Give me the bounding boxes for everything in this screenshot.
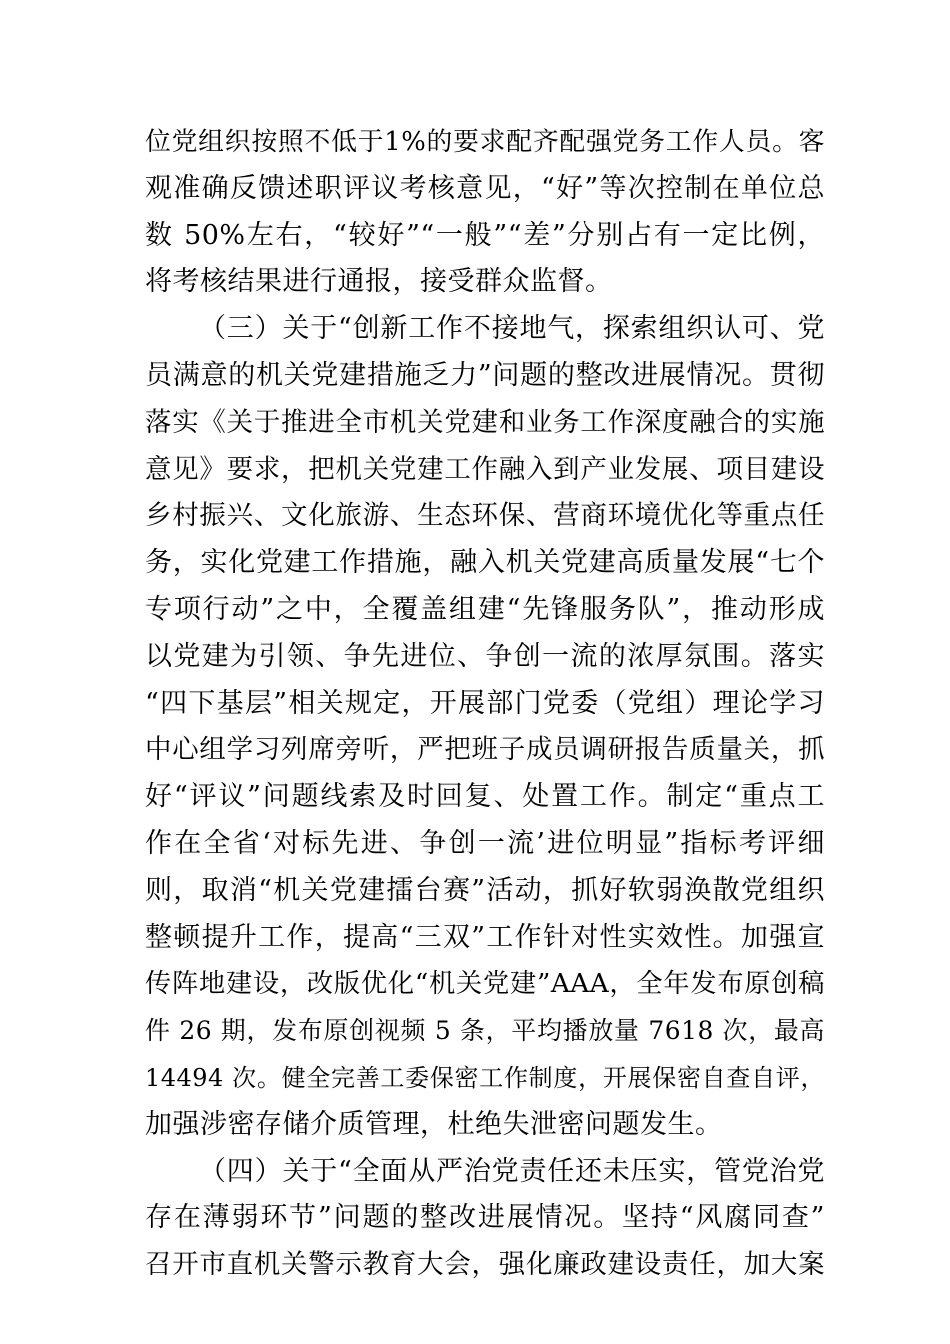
text-line: 中心组学习列席旁听，严把班子成员调研报告质量关，抓 bbox=[145, 734, 825, 766]
text-line: 位党组织按照不低于1%的要求配齐配强党务工作人员。客 bbox=[145, 127, 825, 157]
text-line: 数 50%左右，“较好”“一般”“差”分别占有一定比例， bbox=[145, 219, 825, 251]
document-body bbox=[145, 119, 825, 1289]
text-line: 将考核结果进行通报，接受群众监督。 bbox=[145, 266, 613, 298]
text-line: 意见》要求，把机关党建工作融入到产业发展、项目建设 bbox=[145, 453, 825, 485]
text-line: 员满意的机关党建措施乏力”问题的整改进展情况。贯彻 bbox=[145, 359, 825, 391]
text-line: 务，实化党建工作措施，融入机关党建高质量发展“七个 bbox=[145, 547, 825, 579]
text-line: 召开市直机关警示教育大会，强化廉政建设责任，加大案 bbox=[145, 1249, 825, 1281]
text-line: 存在薄弱环节”问题的整改进展情况。坚持“风腐同查” bbox=[145, 1202, 825, 1234]
text-line: 以党建为引领、争先进位、争创一流的浓厚氛围。落实 bbox=[145, 640, 825, 672]
section-heading-line: （四）关于“全面从严治党责任还未压实，管党治党 bbox=[199, 1155, 825, 1187]
text-line: 传阵地建设，改版优化“机关党建”AAA，全年发布原创稿 bbox=[145, 969, 825, 1000]
text-line: 乡村振兴、文化旅游、生态环保、营商环境优化等重点任 bbox=[145, 500, 825, 532]
text-line: 件 26 期，发布原创视频 5 条，平均播放量 7618 次，最高 bbox=[145, 1016, 825, 1046]
text-line: 观准确反馈述职评议考核意见，“好”等次控制在单位总 bbox=[145, 172, 825, 204]
text-line: 专项行动”之中，全覆盖组建“先锋服务队”，推动形成 bbox=[145, 593, 825, 625]
text-line: “四下基层”相关规定，开展部门党委（党组）理论学习 bbox=[145, 687, 825, 719]
text-line: 整顿提升工作，提高“三双”工作针对性实效性。加强宣 bbox=[145, 921, 825, 953]
text-line: 14494 次。健全完善工委保密工作制度，开展保密自查自评， bbox=[145, 1063, 825, 1092]
text-line: 作在全省‘对标先进、争创一流’进位明显”指标考评细 bbox=[145, 827, 825, 859]
text-line: 加强涉密存储介质管理，杜绝失泄密问题发生。 bbox=[145, 1108, 723, 1140]
text-line: 落实《关于推进全市机关党建和业务工作深度融合的实施 bbox=[145, 406, 825, 438]
text-line: 则，取消“机关党建擂台赛”活动，抓好软弱涣散党组织 bbox=[145, 874, 825, 906]
section-heading-line: （三）关于“创新工作不接地气，探索组织认可、党 bbox=[199, 313, 825, 345]
text-line: 好“评议”问题线索及时回复、处置工作。制定“重点工 bbox=[145, 781, 825, 813]
